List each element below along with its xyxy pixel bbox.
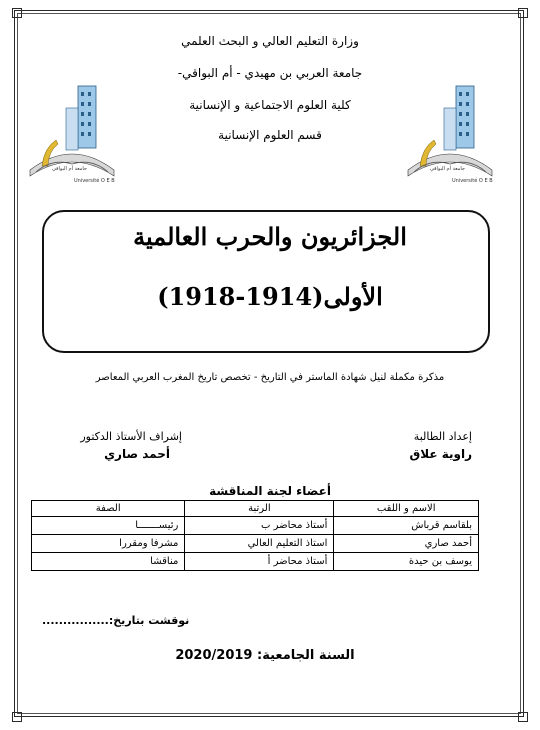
discussion-date: نوقشت بتاريخ:................ [42, 614, 190, 627]
table-header-cell: الرتبة [185, 501, 334, 517]
table-row [32, 535, 479, 553]
table-cell: مناقشا [32, 553, 185, 571]
thesis-title-line1: الجزائريون والحرب العالمية [133, 222, 407, 251]
table-cell: استاذ التعليم العالي [185, 535, 334, 553]
thesis-title-line2: الأولى(1914-1918) [157, 282, 383, 311]
table-cell: بلقاسم قرباش [334, 517, 479, 535]
table-row [32, 517, 479, 535]
university-name: جامعة العربي بن مهيدي - أم البواقي- [177, 66, 363, 80]
ministry-name: وزارة التعليم العالي و البحث العلمي [181, 34, 359, 48]
table-cell: أستاذ محاضر ب [185, 517, 334, 535]
border-corner-ornament [518, 8, 528, 18]
supervisor-label: إشراف الأستاذ الدكتور [80, 430, 182, 443]
university-logo [22, 78, 122, 188]
academic-year: السنة الجامعية: 2020/2019 [175, 648, 355, 663]
logo-caption-latin: Université O E B [452, 178, 493, 184]
committee-title: أعضاء لجنة المناقشة [209, 484, 331, 498]
table-header-cell: الاسم و اللقب [334, 501, 479, 517]
border-corner-ornament [12, 712, 22, 722]
supervisor-name: أحمد صاري [104, 447, 170, 461]
faculty-name: كلية العلوم الاجتماعية و الإنسانية [189, 98, 351, 112]
logo-caption-arabic: جامعة أم البواقي [52, 166, 87, 172]
table-header-row [32, 501, 479, 517]
border-corner-ornament [518, 712, 528, 722]
table-header-cell: الصفة [32, 501, 185, 517]
university-logo [400, 78, 500, 188]
table-cell: يوسف بن حيدة [334, 553, 479, 571]
department-name: قسم العلوم الإنسانية [218, 128, 322, 142]
table-cell: أستاذ محاضر أ [185, 553, 334, 571]
table-row [32, 553, 479, 571]
logo-caption-latin: Université O E B [74, 178, 115, 184]
table-cell: مشرفا ومقررا [32, 535, 185, 553]
table-cell: رئيســـــــا [32, 517, 185, 535]
table-cell: أحمد صاري [334, 535, 479, 553]
logo-caption-arabic: جامعة أم البواقي [430, 166, 465, 172]
committee-table [31, 500, 479, 571]
student-name: راوية علاق [409, 447, 472, 461]
thesis-subtitle: مذكرة مكملة لنيل شهادة الماستر في التاريخ - تخصص تاريخ المغرب العربي المعاصر [95, 372, 445, 383]
prepared-by-label: إعداد الطالبة [413, 430, 472, 443]
border-corner-ornament [12, 8, 22, 18]
